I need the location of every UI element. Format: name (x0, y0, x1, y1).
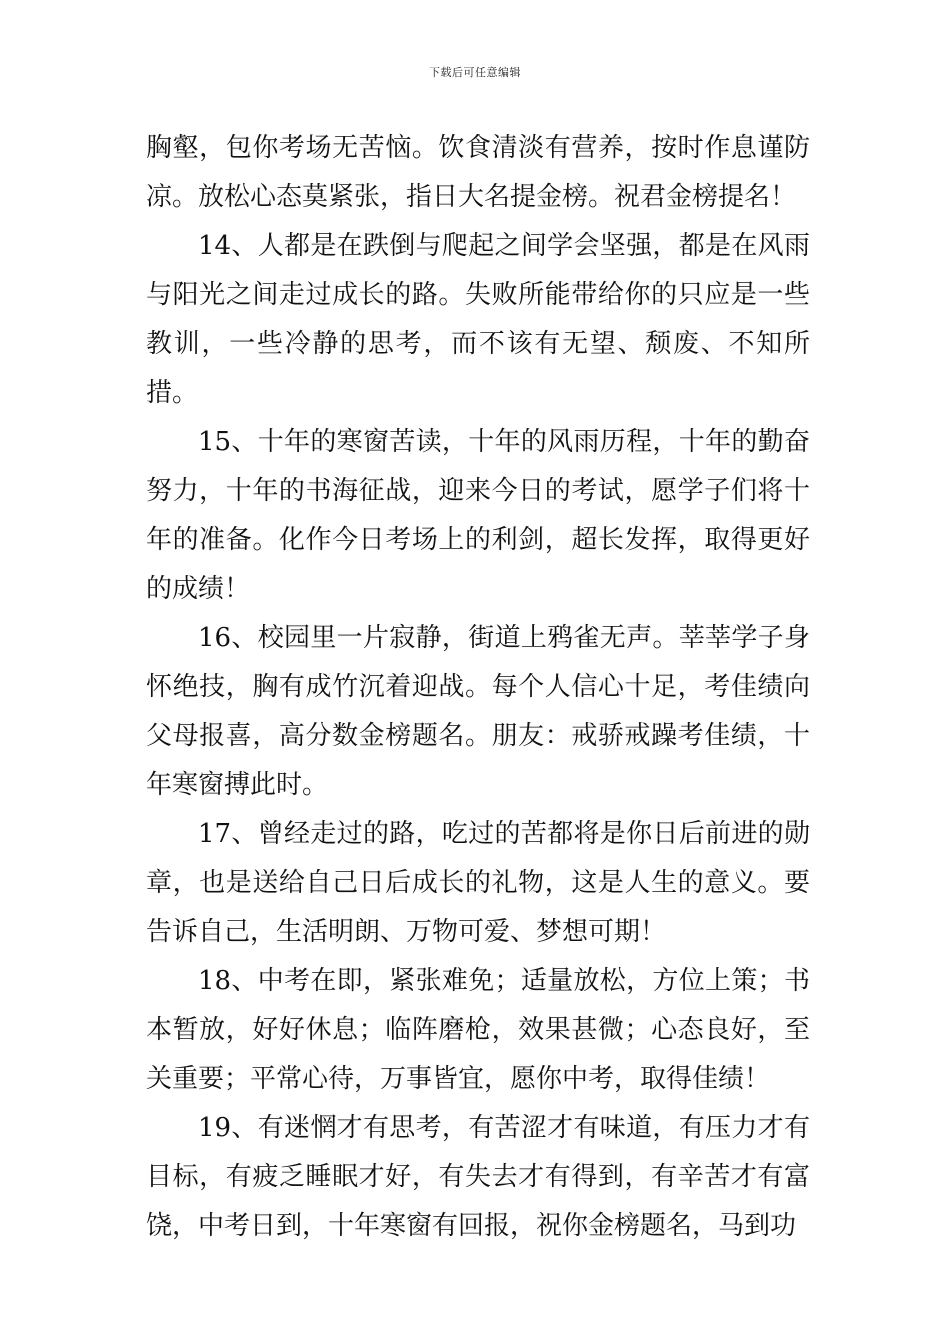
paragraph-17: 17、曾经走过的路，吃过的苦都将是你日后前进的勋章，也是送给自己日后成长的礼物，这是人生的意义。要告诉自己，生活明朗、万物可爱、梦想可期！ (146, 819, 810, 947)
paragraph-15: 15、十年的寒窗苦读，十年的风雨历程，十年的勤奋努力，十年的书海征战，迎来今日的考试，愿学子们将十年的准备。化作今日考场上的利剑，超长发挥，取得更好的成绩！ (146, 427, 810, 604)
paragraph-16: 16、校园里一片寂静，街道上鸦雀无声。莘莘学子身怀绝技，胸有成竹沉着迎战。每个人信心十足，考佳绩向父母报喜，高分数金榜题名。朋友：戒骄戒躁考佳绩，十年寒窗搏此时。 (146, 623, 810, 800)
paragraph-18: 18、中考在即，紧张难免；适量放松，方位上策；书本暂放，好好休息；临阵磨枪，效果甚微；心态良好，至关重要；平常心待，万事皆宜，愿你中考，取得佳绩！ (146, 966, 810, 1094)
page-header: 下载后可任意编辑 (429, 66, 521, 79)
paragraph-14: 14、人都是在跌倒与爬起之间学会坚强，都是在风雨与阳光之间走过成长的路。失败所能带给你的只应是一些教训，一些冷静的思考，而不该有无望、颓废、不知所措。 (146, 231, 810, 408)
paragraph-continuation: 胸壑，包你考场无苦恼。饮食清淡有营养，按时作息谨防凉。放松心态莫紧张，指日大名提金榜。祝君金榜提名！ (146, 133, 810, 212)
document-body (146, 124, 810, 1251)
paragraph-19: 19、有迷惘才有思考，有苦涩才有味道，有压力才有目标，有疲乏睡眠才好，有失去才有得到，有辛苦才有富饶，中考日到，十年寒窗有回报，祝你金榜题名，马到功 (146, 1113, 810, 1241)
